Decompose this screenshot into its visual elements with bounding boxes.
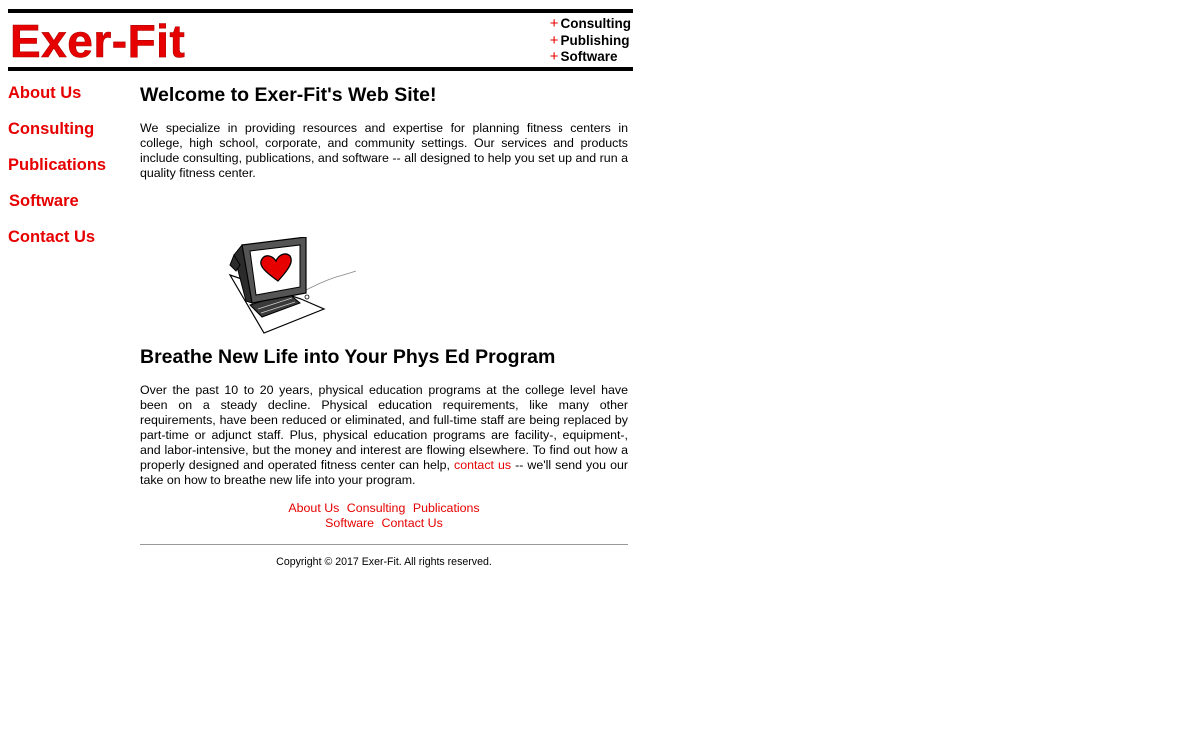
body-paragraph bbox=[140, 383, 628, 488]
site-logo[interactable]: Exer-Fit bbox=[10, 15, 186, 67]
tagline-list bbox=[550, 16, 631, 66]
sidebar-nav bbox=[8, 82, 133, 262]
tagline-item bbox=[550, 33, 631, 50]
footer-link-consulting[interactable]: Consulting bbox=[346, 501, 406, 515]
nav-link-software[interactable]: Software bbox=[9, 192, 79, 210]
page-title: Welcome to Exer-Fit's Web Site! bbox=[140, 84, 437, 106]
footer-divider bbox=[140, 544, 628, 545]
body-text: Over the past 10 to 20 years, physical education programs at the college level have been on a steady decline. Physical education requirements, like many other requirements, have been reduced or eliminated, and full-time staff are being replaced by part-time or adjunct staff. Plus, physical education programs are facility-, equipment-, and labor-intensive, but the money and interest are flowing elsewhere. To find out how a properly designed and operated fitness center can help, bbox=[140, 383, 628, 472]
computer-heart-icon bbox=[228, 237, 363, 337]
footer-link-publications[interactable]: Publications bbox=[412, 501, 480, 515]
nav-link-contact-us[interactable]: Contact Us bbox=[8, 228, 96, 246]
plus-icon: + bbox=[549, 48, 559, 65]
tagline-label: Software bbox=[560, 49, 618, 64]
intro-paragraph: We specialize in providing resources and expertise for planning fitness centers in college, high school, corporate, and community settings. Our services and products include consulting, publications, and software -- all designed to help you set up and run a quality fitness center. bbox=[140, 121, 628, 180]
nav-link-about-us[interactable]: About Us bbox=[8, 84, 82, 102]
tagline-label: Consulting bbox=[560, 16, 631, 31]
tagline-item bbox=[550, 16, 631, 33]
tagline-label: Publishing bbox=[560, 32, 630, 48]
copyright-text: Copyright © 2017 Exer-Fit. All rights reserved. bbox=[276, 556, 492, 568]
footer-link-about-us[interactable]: About Us bbox=[288, 501, 340, 515]
footer-nav bbox=[140, 501, 628, 531]
nav-link-publications[interactable]: Publications bbox=[8, 156, 107, 174]
main-content bbox=[140, 82, 628, 569]
plus-icon: + bbox=[549, 15, 559, 32]
contact-us-inline-link[interactable]: contact us bbox=[454, 458, 512, 472]
section-heading: Breathe New Life into Your Phys Ed Program bbox=[140, 346, 556, 368]
tagline-item bbox=[550, 49, 631, 66]
header-banner bbox=[8, 9, 633, 71]
plus-icon: + bbox=[549, 31, 559, 49]
nav-link-consulting[interactable]: Consulting bbox=[8, 120, 95, 138]
footer-link-contact-us[interactable]: Contact Us bbox=[381, 516, 443, 530]
body-text: -- we'll send you our take on how to breathe new life into your program. bbox=[140, 458, 628, 487]
footer-link-software[interactable]: Software bbox=[325, 516, 375, 530]
